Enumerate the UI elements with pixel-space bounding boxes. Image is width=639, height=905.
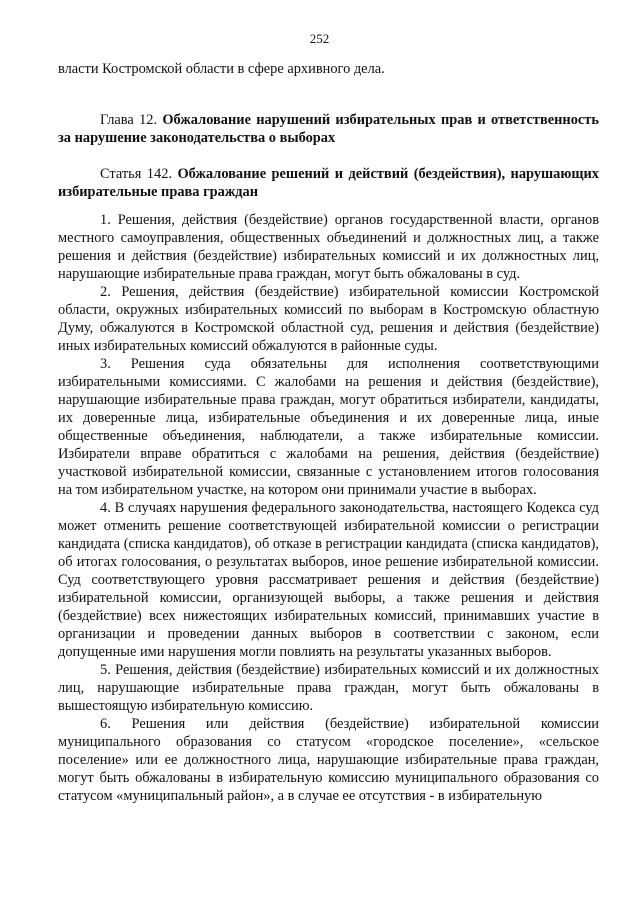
article-body [58, 211, 599, 805]
paragraph-5: 5. Решения, действия (бездействие) избирательных комиссий и их должностных лиц, нарушающие избирательные права граждан, могут быть обжалованы в вышестоящую избирательную комиссию. [58, 662, 599, 714]
page-number: 252 [309, 31, 330, 46]
article-title: Обжалование решений и действий (бездействия), нарушающих избирательные права граждан [58, 166, 600, 200]
paragraph-6: 6. Решения или действия (бездействие) избирательной комиссии муниципального образования со статусом «городское поселение», «сельское поселение» или ее должностного лица, нарушающие избирательные права граждан, могут быть обжалованы в избирательную комиссию муниципального образования со статусом «муниципальный район», а в случае ее отсутствия - в избирательную [58, 716, 599, 804]
paragraph-4: 4. В случаях нарушения федерального законодательства, настоящего Кодекса суд может отменить решение соответствующей избирательной комиссии о регистрации кандидата (списка кандидатов), об отказе в регистрации кандидата (списка кандидатов), об итогах голосования, о результатах выборов, иное решение избирательной комиссии. Суд соответствующего уровня рассматривает решения и действия (бездействие) избирательной комиссии, организующей выборы, а также решения и действия (бездействие) всех нижестоящих избирательных комиссий, принимавших участие в организации и проведении данных выборов в соответствии с законом, если допущенные ими нарушения могли повлиять на результаты указанных выборов. [58, 500, 599, 660]
paragraph-3: 3. Решения суда обязательны для исполнения соответствующими избирательными комиссиями. С жалобами на решения и действия (бездействие), нарушающие избирательные права граждан, могут обратиться избиратели, кандидаты, их доверенные лица, избирательные объединения и их доверенные лица, иные общественные объединения, наблюдатели, а также избирательные комиссии. Избиратели вправе обратиться с жалобами на решения, действия (бездействие) участковой избирательной комиссии, связанные с установлением итогов голосования на том избирательном участке, на котором они принимали участие в выборах. [58, 356, 599, 498]
chapter-label: Глава 12. [100, 112, 158, 128]
article-label: Статья 142. [100, 166, 172, 182]
paragraph-1: 1. Решения, действия (бездействие) органов государственной власти, органов местного самоуправления, общественных объединений и должностных лиц, а также решения и действия (бездействие) избирательных комиссий и их должностных лиц, нарушающие избирательные права граждан, могут быть обжалованы в суд. [58, 212, 599, 282]
continued-text-line: власти Костромской области в сфере архивного дела. [58, 61, 385, 77]
chapter-title: Обжалование нарушений избирательных прав и ответственность за нарушение законодательства о выборах [58, 112, 599, 146]
chapter-heading [58, 111, 599, 147]
article-heading [58, 165, 599, 201]
paragraph-2: 2. Решения, действия (бездействие) избирательной комиссии Костромской области, окружных избирательных комиссий по выборам в Костромскую областную Думу, обжалуются в Костромской областной суд, решения и действия (бездействие) иных избирательных комиссий обжалуются в районные суды. [58, 284, 599, 354]
